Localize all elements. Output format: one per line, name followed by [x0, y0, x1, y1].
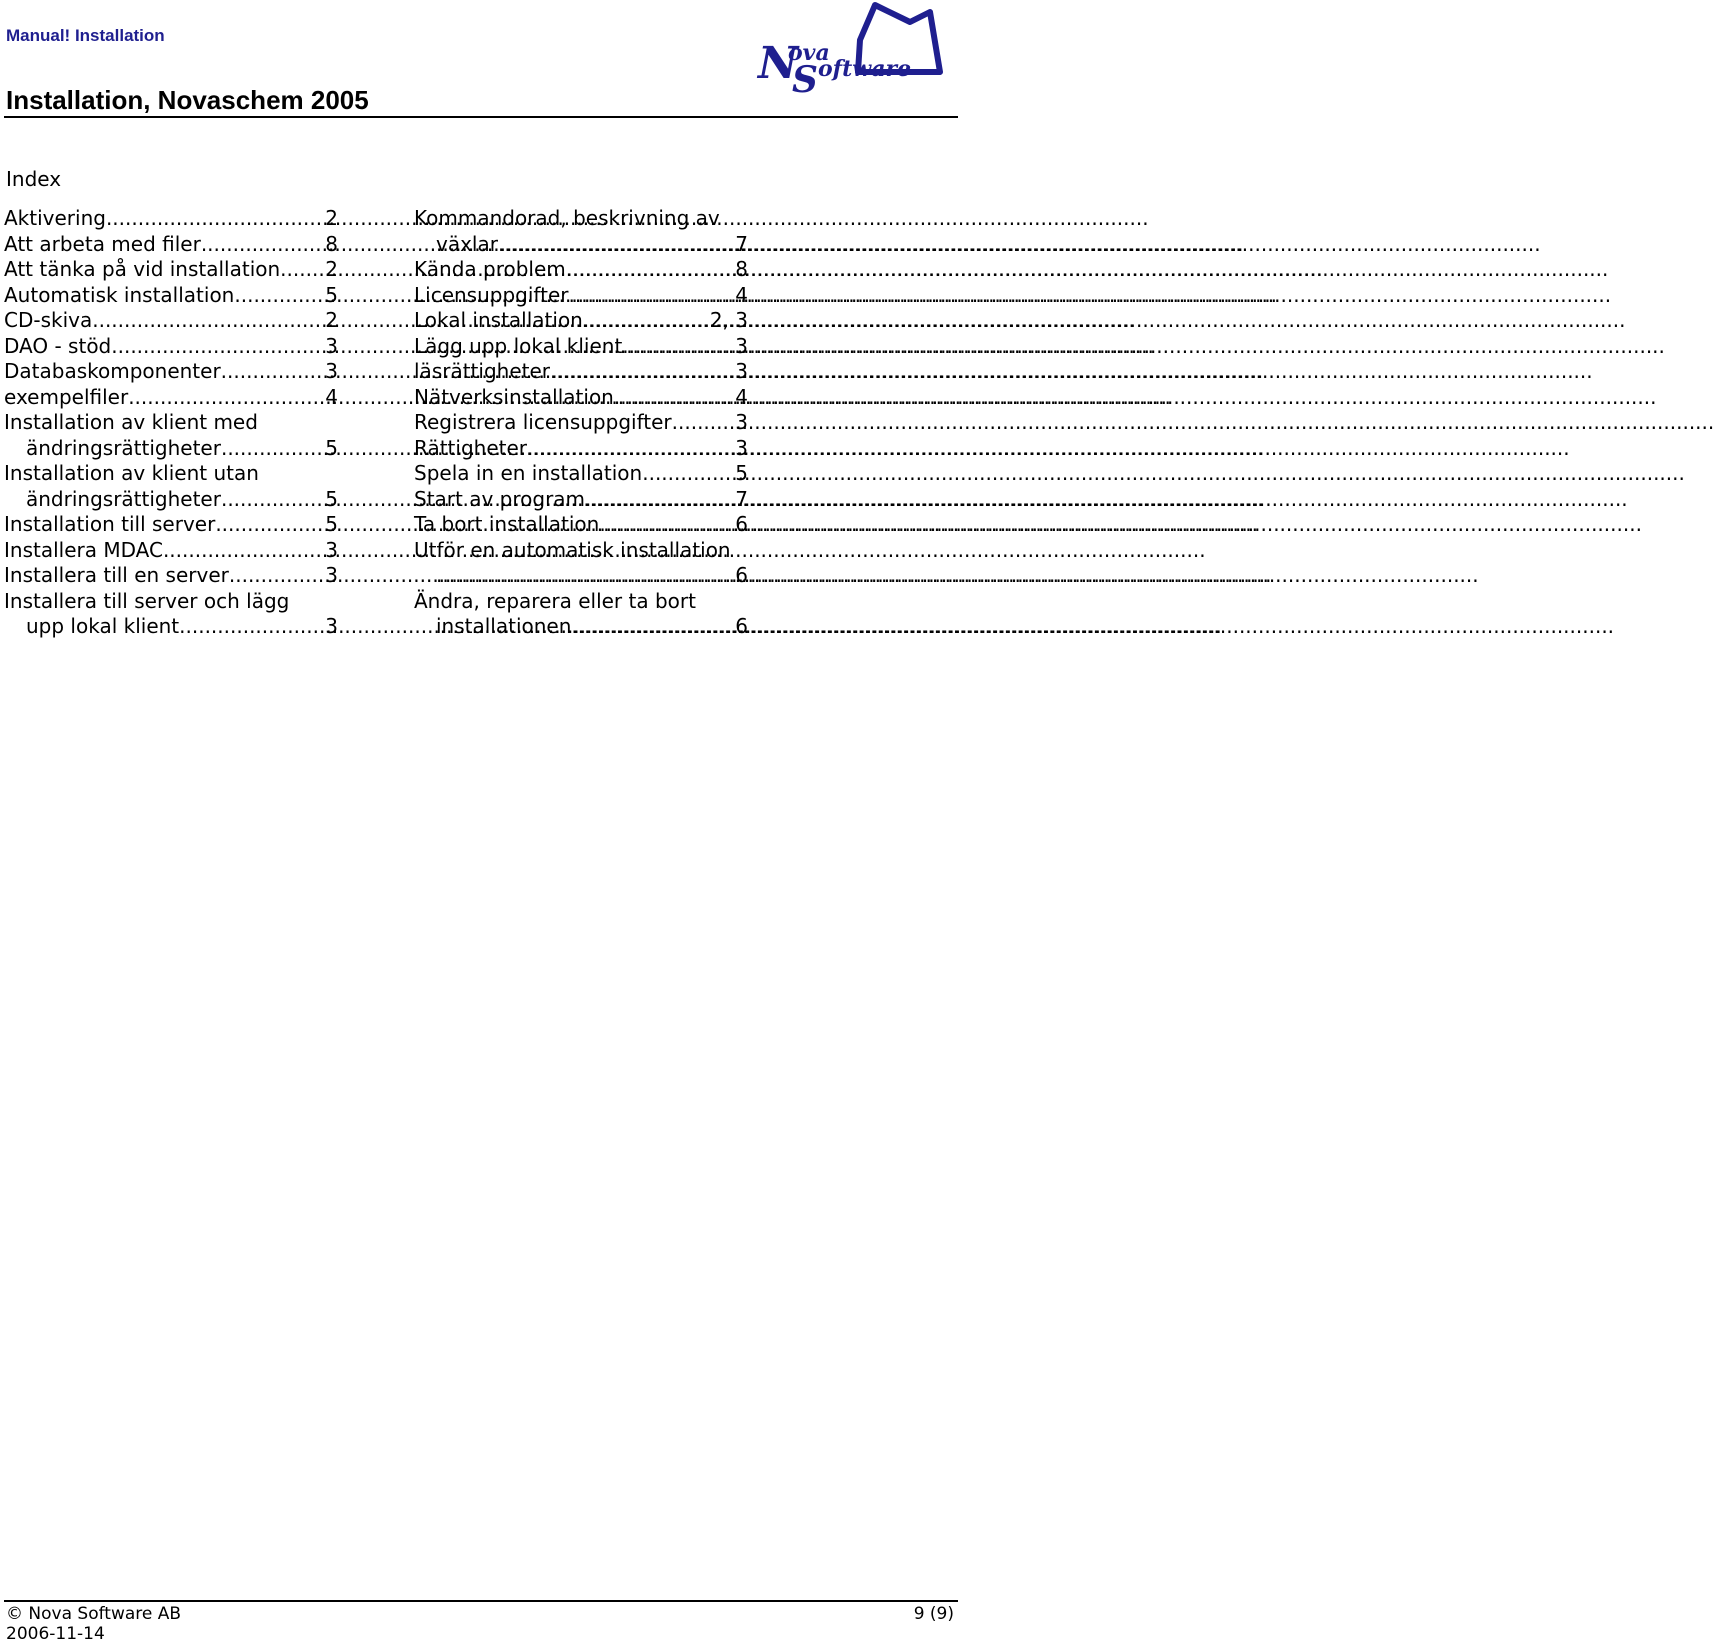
index-entry-label: läsrättigheter [414, 359, 550, 383]
index-entry-page: 3 [735, 333, 748, 358]
index-entry-label: Start av program [414, 486, 586, 511]
index-entry-line [414, 232, 748, 258]
index-entry-page: 7 [735, 231, 748, 256]
index-entry[interactable] [4, 385, 338, 411]
index-entry-page: 5 [325, 512, 338, 536]
index-entry-line [414, 385, 748, 411]
dot-leader [179, 614, 325, 640]
index-entry-line [4, 334, 338, 360]
index-entry-line [4, 461, 338, 487]
index-entry[interactable] [4, 232, 338, 258]
index-entry[interactable] [414, 334, 748, 360]
index-entry-line [414, 436, 748, 462]
index-entry[interactable] [414, 206, 748, 257]
index-entry-label: Databaskomponenter [4, 359, 221, 383]
index-heading: Index [6, 167, 62, 191]
footer-page-number: 9 (9) [913, 1604, 954, 1624]
index-entry-page: 5 [735, 461, 748, 485]
index-entry-page: 2 [325, 257, 338, 281]
index-entry-page: 5 [325, 435, 338, 460]
index-entry-label: Lokal installation [414, 308, 583, 332]
index-left-column [4, 206, 338, 640]
index-entry-label: Aktivering [4, 206, 106, 230]
index-entry-label: växlar [436, 231, 498, 256]
index-entry-page: 5 [325, 486, 338, 511]
index-entry-page: 2 [325, 308, 338, 332]
index-entry[interactable] [4, 308, 338, 334]
index-entry-line [414, 461, 748, 487]
dot-leader [568, 283, 735, 309]
dot-leader [436, 563, 735, 589]
dot-leader [221, 487, 325, 513]
footer-divider [4, 1600, 958, 1602]
index-entry[interactable] [4, 206, 338, 232]
index-entry[interactable] [414, 589, 748, 640]
index-entry-label: Ta bort installation [414, 512, 600, 536]
index-entry-label: ändringsrättigheter [26, 486, 221, 511]
index-entry-line [4, 257, 338, 283]
index-entry-line [414, 334, 748, 360]
index-entry[interactable] [414, 283, 748, 309]
index-entry-label: Installera till en server [4, 563, 229, 587]
index-entry-line [4, 487, 338, 513]
index-entry-page: 3 [325, 359, 338, 383]
index-entry-page: 6 [735, 614, 748, 638]
index-entry-line [414, 589, 748, 615]
index-entry-line [4, 283, 338, 309]
index-right-column [414, 206, 748, 640]
manual-label: Manual! Installation [6, 26, 165, 45]
dot-leader [527, 436, 735, 462]
index-entry[interactable] [414, 359, 748, 385]
index-entry-label: Att tänka på vid installation [4, 257, 281, 281]
index-entry[interactable] [4, 283, 338, 309]
index-entry-label: Automatisk installation [4, 282, 235, 307]
dot-leader [106, 206, 325, 232]
index-entry-page: 8 [735, 257, 748, 281]
index-entry[interactable] [414, 257, 748, 283]
footer-date: 2006-11-14 [6, 1624, 105, 1644]
index-entry-label: Ändra, reparera eller ta bort [414, 588, 696, 613]
index-entry[interactable] [4, 538, 338, 564]
index-entry-line [4, 359, 338, 385]
logo-text-bottom: oftware [818, 56, 912, 82]
index-entry-line [414, 614, 748, 640]
index-entry[interactable] [4, 334, 338, 360]
dot-leader [622, 334, 735, 360]
index-entry-line [414, 283, 748, 309]
index-entry[interactable] [4, 563, 338, 589]
index-entry-line [414, 563, 748, 589]
dot-leader [550, 359, 735, 385]
index-entry-page: 5 [325, 282, 338, 307]
index-entry-page: 7 [735, 486, 748, 511]
index-entry-line [414, 487, 748, 513]
index-entry-line [414, 359, 748, 385]
index-entry-line [4, 589, 338, 615]
index-entry-label: upp lokal klient [26, 614, 180, 638]
index-entry-page: 3 [735, 359, 748, 383]
index-entry-line [4, 410, 338, 436]
index-entry-line [414, 410, 748, 436]
index-entry[interactable] [414, 487, 748, 513]
index-entry-line [414, 512, 748, 538]
dot-leader [599, 512, 735, 538]
index-entry-label: Registrera licensuppgifter [414, 410, 672, 434]
index-entry-label: Nätverksinstallation [414, 384, 614, 409]
index-entry-label: CD-skiva [4, 308, 93, 332]
dot-leader [280, 257, 325, 283]
index-entry-line [414, 257, 748, 283]
index-entry-page: 6 [735, 563, 748, 587]
index-entry-page: 4 [735, 282, 748, 307]
index-entry[interactable] [4, 589, 338, 640]
index-entry-line [4, 512, 338, 538]
index-entry-page: 3 [325, 333, 338, 358]
index-entry[interactable] [414, 461, 748, 487]
index-entry-label: Installera till server och lägg [4, 588, 290, 613]
index-entry[interactable] [4, 512, 338, 538]
index-entry[interactable] [414, 436, 748, 462]
index-entry[interactable] [4, 257, 338, 283]
index-entry-page: 3 [325, 614, 338, 638]
index-entry-line [4, 436, 338, 462]
index-entry-line [414, 206, 748, 232]
index-entry[interactable] [414, 385, 748, 411]
dot-leader [229, 563, 325, 589]
index-entry[interactable] [4, 461, 338, 512]
index-entry[interactable] [4, 359, 338, 385]
dot-leader [571, 614, 735, 640]
index-entry-line [4, 614, 338, 640]
index-entry-label: installationen [436, 614, 572, 638]
dot-leader [92, 308, 325, 334]
dot-leader [234, 283, 325, 309]
index-entry-page: 8 [325, 231, 338, 256]
logo-text-top: ova [788, 40, 830, 66]
dot-leader [215, 512, 325, 538]
index-entry-label: ändringsrättigheter [26, 435, 221, 460]
index-entry-label: DAO - stöd [4, 333, 112, 358]
index-entry-page: 3 [735, 435, 748, 460]
index-entry[interactable] [4, 410, 338, 461]
dot-leader [111, 334, 325, 360]
nova-software-logo [758, 0, 950, 101]
index-entry-label: exempelfiler [4, 384, 129, 409]
index-entry-line [414, 538, 748, 564]
index-entry-label: Licensuppgifter [414, 282, 569, 307]
index-entry[interactable] [414, 308, 748, 334]
index-entry-page: 4 [325, 384, 338, 409]
index-entry-page: 3 [325, 537, 338, 562]
index-entry-page: 2 [325, 206, 338, 230]
index-entry-page: 6 [735, 512, 748, 536]
index-entry-line [4, 206, 338, 232]
index-entry-line [4, 563, 338, 589]
dot-leader [221, 436, 325, 462]
dot-leader [642, 461, 735, 487]
header-divider [4, 116, 958, 118]
index-entry[interactable] [414, 410, 748, 436]
dot-leader [566, 257, 736, 283]
logo-letter-s: S [792, 59, 818, 101]
dot-leader [583, 308, 710, 334]
index-entry-label: Lägg upp lokal klient [414, 333, 623, 358]
document-title: Installation, Novaschem 2005 [6, 85, 369, 115]
dot-leader [221, 359, 326, 385]
dot-leader [614, 385, 735, 411]
index-entry-label: Kommandorad, beskrivning av [414, 206, 720, 230]
dot-leader [585, 487, 735, 513]
index-entry-line [4, 232, 338, 258]
index-entry[interactable] [414, 538, 748, 589]
index-entry-page: 4 [735, 384, 748, 409]
footer-copyright: © Nova Software AB [6, 1604, 182, 1624]
index-entry-label: Installation av klient med [4, 410, 258, 434]
footer-left [6, 1604, 181, 1644]
index-entry-line [4, 385, 338, 411]
index-entry-label: Spela in en installation [414, 461, 643, 485]
index-entry-line [4, 308, 338, 334]
index-entry-label: Utför en automatisk installation [414, 537, 731, 562]
index-entry-label: Rättigheter [414, 435, 527, 460]
dot-leader [201, 232, 325, 258]
index-entry-label: Kända problem [414, 257, 566, 281]
dot-leader [163, 538, 325, 564]
index-entry-page: 3 [325, 563, 338, 587]
index-entry-line [414, 308, 748, 334]
index-entry-line [4, 538, 338, 564]
dot-leader [498, 232, 735, 258]
dot-leader [672, 410, 736, 436]
index-entry-page: 3 [735, 410, 748, 434]
index-entry-label: Installation till server [4, 512, 216, 536]
index-entry-label: Installera MDAC [4, 537, 163, 562]
dot-leader [128, 385, 325, 411]
index-entry-label: Att arbeta med filer [4, 231, 201, 256]
index-entry[interactable] [414, 512, 748, 538]
index-entry-page: 2, 3 [709, 308, 748, 332]
logo-letter-n: N [758, 38, 799, 89]
index-entry-label: Installation av klient utan [4, 461, 259, 485]
